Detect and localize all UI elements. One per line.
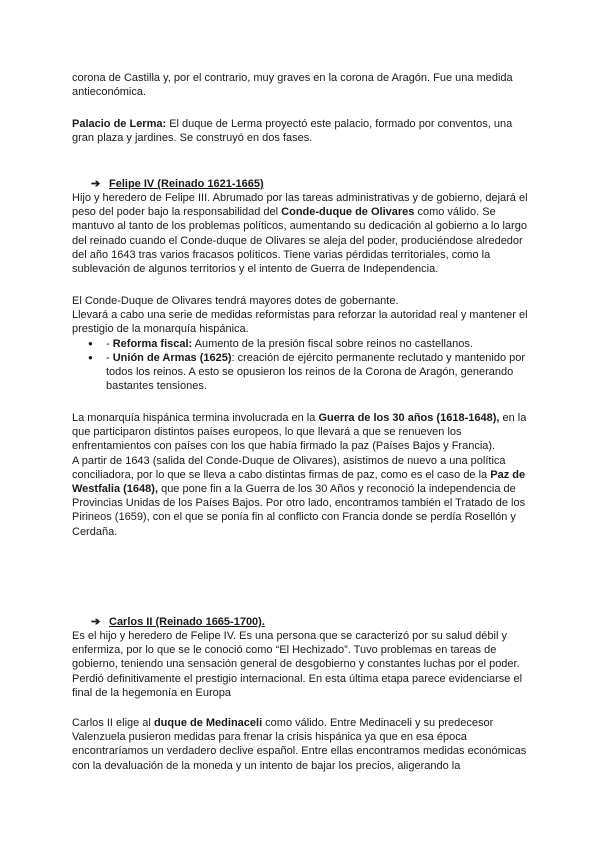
medinaceli-term: duque de Medinaceli	[153, 717, 263, 729]
felipe-heading	[91, 177, 531, 191]
carlos-p2-text-a: Carlos II elige al	[72, 717, 154, 729]
lerma-text: El duque de Lerma proyectó este palacio, formado por conventos, una gran plaza y jardines. Se construyó en dos fases.	[72, 118, 513, 145]
felipe-p3-text-c: en la que participaron distintos países europeos, lo que llevará a que se renueven los enfrentamientos con países con los que había firmado la paz (Países Bajos y Francia).	[72, 412, 527, 453]
union-armas-text: : creación de ejército permanente reclutado y mantenido por todos los reinos. A esto se opusieron los reinos de la Corona de Aragón, generando bastantes tensiones.	[106, 351, 526, 393]
carlos-heading	[91, 615, 531, 629]
carlos-paragraph-1	[72, 629, 532, 700]
reform-list	[72, 337, 532, 394]
felipe-paragraph-3	[72, 411, 532, 539]
felipe-p2-line-a: El Conde-Duque de Olivares tendrá mayores dotes de gobernante.	[72, 295, 399, 307]
felipe-title: Felipe IV (Reinado 1621-1665)	[109, 178, 264, 190]
list-item	[72, 351, 532, 394]
felipe-p1-text-c: como válido. Se mantuvo al tanto de los problemas políticos, aumentando su dedicación al gobierno a lo largo del reinado cuando el Conde-duque de Olivares se aleja del poder, produciéndose alrededor del año 1643 tras varios fracasos políticos. Tiene varias pérdidas territoriales, como la sublevación de algunos territorios y el intento de Guerra de Independencia.	[72, 206, 527, 276]
intro-line-2: antieconómica.	[72, 86, 146, 99]
union-armas-term: Unión de Armas (1625)	[112, 351, 232, 364]
lerma-paragraph	[72, 117, 532, 145]
reforma-fiscal-text: Aumento de la presión fiscal sobre reinos no castellanos.	[192, 337, 473, 350]
carlos-paragraph-2	[72, 716, 532, 773]
arrow-icon: ➔	[91, 178, 101, 190]
felipe-p4-text-a: A partir de 1643 (salida del Conde-Duque de Olivares), asistimos de nuevo a una política conciliadora, por lo que se lleva a cabo distintas firmas de paz, como es el caso de la	[72, 454, 506, 481]
intro-paragraph	[72, 71, 532, 99]
paz-westfalia-term: Paz de Westfalia (1648),	[72, 468, 526, 496]
felipe-p2-line-b: Llevará a cabo una serie de medidas reformistas para reforzar la autoridad real y mantener el prestigio de la monarquía hispánica.	[72, 309, 528, 336]
list-item	[72, 337, 532, 351]
guerra-30-term: Guerra de los 30 años (1618-1648),	[318, 412, 500, 424]
carlos-p2-text-c: como válido. Entre Medinaceli y su predecesor Valenzuela pusieron medidas para frenar la crisis hispánica ya que en esa época encontraríamos un verdadero declive español. Entre ellas encontramos medidas económicas con la devaluación de la moneda y un intento de bajar los precios, aligerando la	[72, 717, 527, 772]
arrow-icon: ➔	[91, 616, 101, 628]
felipe-paragraph-1	[72, 191, 532, 276]
conde-duque-term: Conde-duque de Olivares	[281, 206, 415, 219]
list-dash: -	[106, 337, 113, 350]
lerma-label: Palacio de Lerma:	[72, 118, 167, 130]
felipe-p3-text-a: La monarquía hispánica termina involucrada en la	[72, 412, 319, 424]
carlos-p1-text: Es el hijo y heredero de Felipe IV. Es una persona que se caracterizó por su salud débil y enfermiza, por lo que se le conoció como “El Hechizado”. Tuvo problemas en tareas de gobierno, teniendo una sensación general de desgobierno y constantes luchas por el poder. Perdió definitivamente el prestigio internacional. En esta última etapa parece evidenciarse el final de la hegemonía en Europa	[72, 630, 523, 699]
list-dash: -	[106, 351, 113, 364]
felipe-paragraph-2	[72, 294, 532, 393]
felipe-p1-text-a: Hijo y heredero de Felipe III. Abrumado por las tareas administrativas y de gobierno, dejará el peso del poder bajo la responsabilidad del	[72, 192, 528, 219]
carlos-title: Carlos II (Reinado 1665-1700).	[109, 616, 265, 628]
reforma-fiscal-term: Reforma fiscal:	[112, 337, 193, 350]
felipe-p4-text-c: que pone fin a la Guerra de los 30 Años y reconoció la independencia de Provincias Unidas de los Países Bajos. Por otro lado, encontramos también el Tratado de los Pirineos (1659), con el que se ponía fin al conflicto con Francia donde se perdía Rosellón y Cerdaña.	[72, 483, 526, 538]
intro-line-1: corona de Castilla y, por el contrario, muy graves en la corona de Aragón. Fue una medida	[72, 72, 513, 84]
